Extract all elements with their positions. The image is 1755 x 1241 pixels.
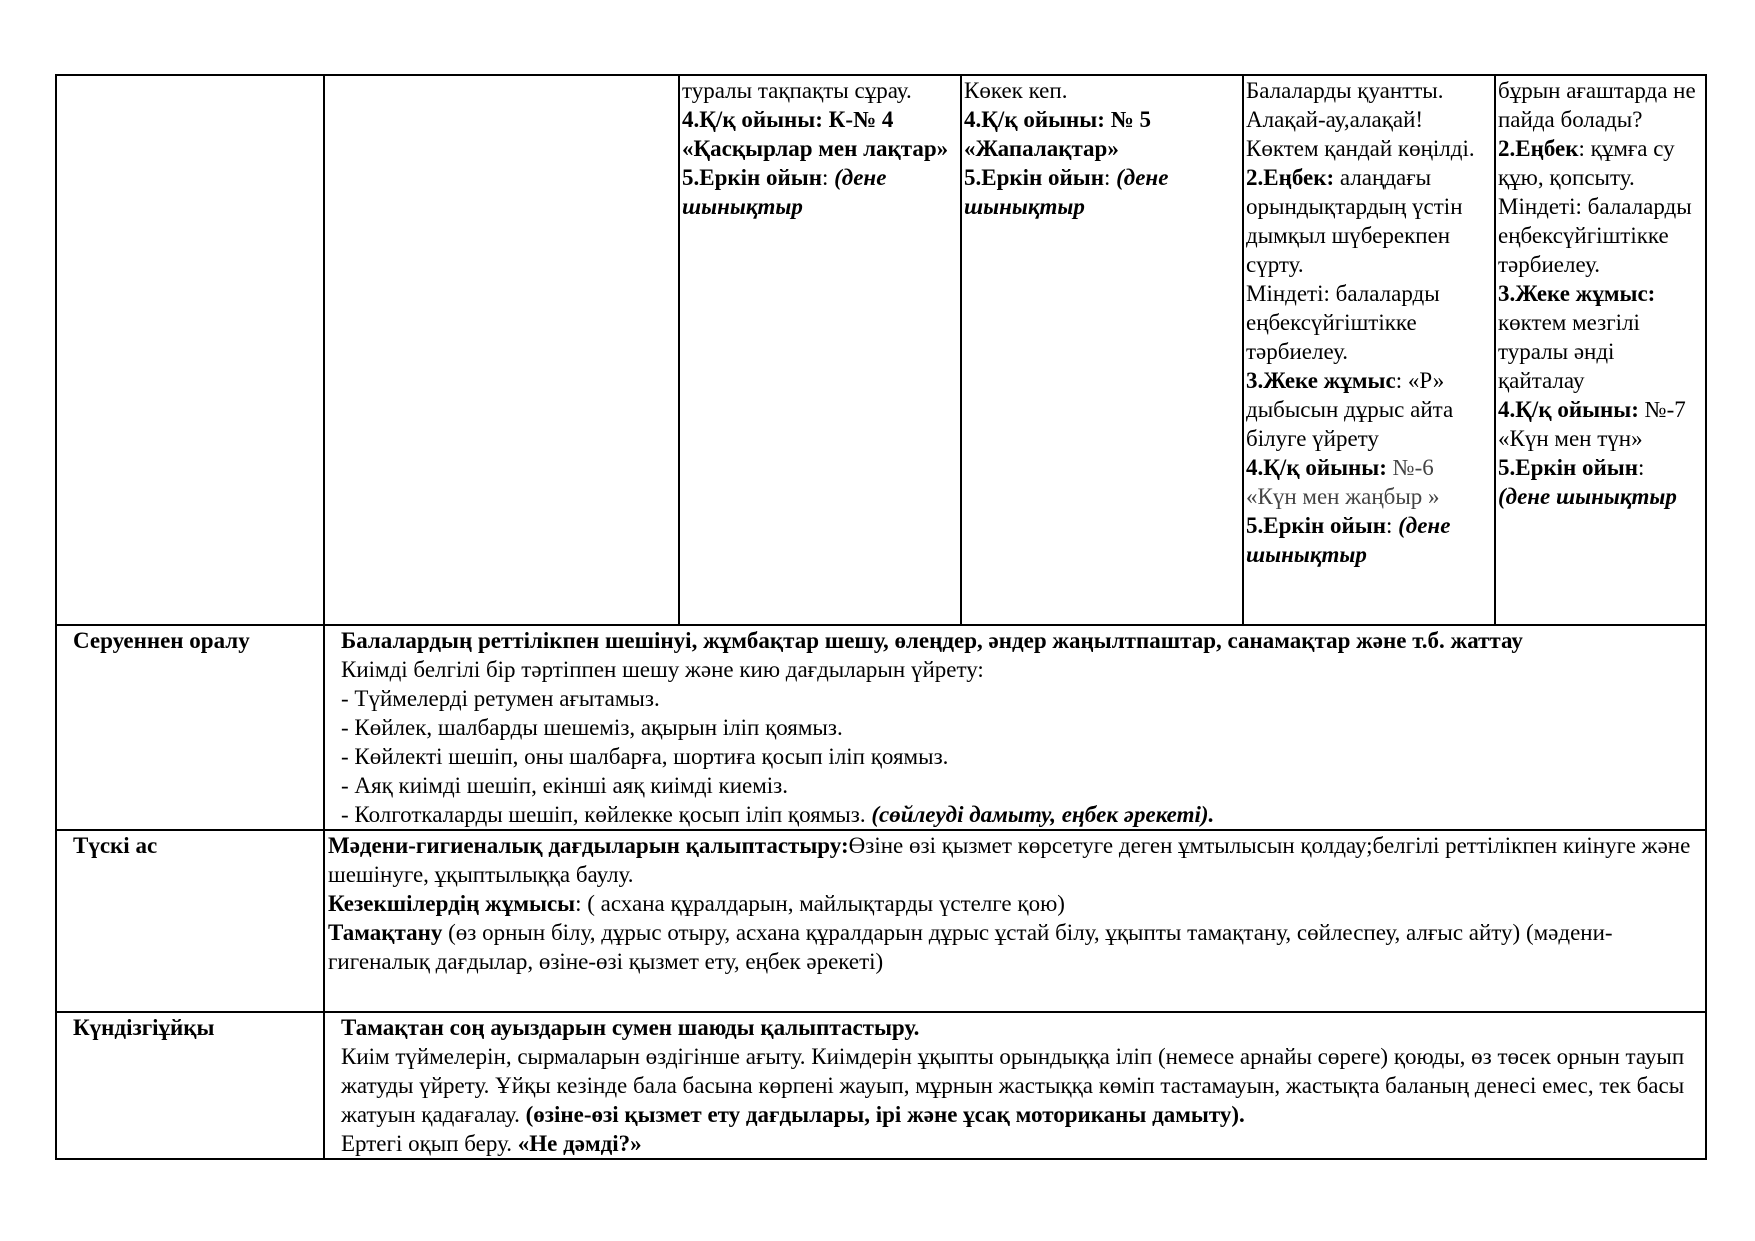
day5-game: 4.Қ/қ ойыны: №-6 (1246, 455, 1434, 480)
return-from-walk-row (56, 625, 1706, 830)
day6-game: 4.Қ/қ ойыны: №-7 (1498, 397, 1686, 422)
nap-row (56, 1012, 1706, 1159)
day5-game-name: «Күн мен жаңбыр » (1246, 484, 1440, 509)
walk-day5-cell (1243, 75, 1495, 625)
poem-line: Балаларды қуантты. (1246, 78, 1444, 103)
list-item: - Көйлекті шешіп, оны шалбарға, шортиға қосып іліп қоямыз. (341, 744, 949, 769)
development-note: (сөйлеуді дамыту, еңбек әрекеті). (871, 802, 1215, 827)
game-label: 4.Қ/қ ойыны: (682, 107, 823, 132)
day3-game (682, 105, 958, 134)
poem-line: Алақай-ау,алақай! (1246, 107, 1424, 132)
lunch-row (56, 830, 1706, 1012)
story-line: Ертегі оқып беру. «Не дәмді?» (341, 1131, 642, 1156)
day4-line: Көкек кеп. (964, 78, 1068, 103)
free-play-label: 5.Еркін ойын (682, 165, 822, 190)
hygiene-paragraph: Мәдени-гигиеналық дағдыларын қалыптастыру:Өзіне өзі қызмет көрсетуге деген ұмтылысын қолдау;белгілі реттілікпен киінуге және шешінуге, ұқыптылыққа баулу. (328, 833, 1691, 887)
day6-game-name: «Күн мен түн» (1498, 426, 1643, 451)
daily-plan-table (55, 74, 1707, 1160)
game-number: К-№ 4 (822, 107, 894, 132)
nap-content-cell (324, 1012, 1706, 1159)
day5-individual: 3.Жеке жұмыс: «Р» дыбысын дұрыс айта білуге үйрету (1246, 368, 1454, 451)
day5-free-play: 5.Еркін ойын: (дене шынықтыр (1246, 513, 1451, 567)
free-play-note: (дене шынықтыр (682, 165, 887, 219)
meal-paragraph: Тамақтану (өз орнын білу, дұрыс отыру, асхана құралдарын дұрыс ұстай білу, ұқыпты тамақтану, сөйлеспеу, алғыс айту) (мәдени-гигеналық дағдылар, өзіне-өзі қызмет ету, еңбек әрекеті) (328, 920, 1613, 974)
section-heading: Тамақтан соң ауыздарын сумен шаюды қалыптастыру. (341, 1015, 920, 1040)
development-note: (өзіне-өзі қызмет ету дағдылары, ірі және ұсақ моториканы дамыту). (525, 1102, 1245, 1127)
day4-free-play: 5.Еркін ойын: (дене шынықтыр (964, 165, 1169, 219)
nap-text: Киім түймелерін, сырмаларын өздігінше ағыту. Киімдерін ұқыпты орындыққа іліп (немесе арнайы сөреге) қоюды, өз төсек орнын тауып жатуды үйрету. Ұйқы кезінде бала басына көрпені жауып, мұрнын жастыққа көміп тастамауын, жастықта баланың денесі емес, тек басы жатуын қадағалау. (өзіне-өзі қызмет ету дағдылары, ірі және ұсақ моториканы дамыту). (341, 1044, 1685, 1127)
walk-day3-cell (679, 75, 961, 625)
walk-day6-cell (1495, 75, 1706, 625)
day6-work: 2.Еңбек: құмға су құю, қопсыту. (1498, 136, 1675, 190)
day4-game: 4.Қ/қ ойыны: № 5 (964, 107, 1152, 132)
poem-line: Көктем қандай көңілді. (1246, 136, 1475, 161)
day4-game-name: «Жапалақтар» (964, 136, 1119, 161)
row-label: Серуеннен оралу (56, 625, 324, 830)
lunch-content-cell (324, 830, 1706, 1012)
free-play-label: 5.Еркін ойын (964, 165, 1104, 190)
day3-game-name: «Қасқырлар мен лақтар» (682, 136, 949, 161)
day6-individual: 3.Жеке жұмыс: көктем мезгілі туралы әнді қайталау (1498, 281, 1656, 393)
row-label: Түскі ас (56, 830, 324, 1012)
list-item: - Колготкаларды шешіп, көйлекке қосып іліп қоямыз. (сөйлеуді дамыту, еңбек әрекеті). (341, 802, 1215, 827)
day3-free-play: 5.Еркін ойын: (дене шынықтыр (682, 165, 887, 219)
day6-free-play: 5.Еркін ойын: (1498, 455, 1645, 480)
day6-free-play-note: (дене шынықтыр (1498, 484, 1677, 509)
day5-task: Міндеті: балаларды еңбексүйгіштікке тәрбиелеу. (1246, 281, 1440, 364)
list-item: - Түймелерді ретумен ағытамыз. (341, 686, 660, 711)
walk-empty-cell (324, 75, 679, 625)
walk-day4-cell (961, 75, 1243, 625)
section-heading: Балалардың реттілікпен шешінуі, жұмбақтар шешу, өлеңдер, әндер жаңылтпаштар, санамақтар және т.б. жаттау (341, 628, 1523, 653)
day6-task: Міндеті: балаларды еңбексүйгіштікке тәрбиелеу. (1498, 194, 1692, 277)
walk-activities-row (56, 75, 1706, 625)
intro-text: Киімді белгілі бір тәртіппен шешу және кию дағдыларын үйрету: (341, 657, 984, 682)
walk-label-cell (56, 75, 324, 625)
day3-line: туралы тақпақты сұрау. (682, 78, 912, 103)
list-item: - Көйлек, шалбарды шешеміз, ақырын іліп қоямыз. (341, 715, 843, 740)
free-play-note: (дене шынықтыр (964, 165, 1169, 219)
duty-paragraph: Кезекшілердің жұмысы: ( асхана құралдарын, майлықтарды үстелге қою) (328, 891, 1065, 916)
row-label: Күндізгіұйқы (56, 1012, 324, 1159)
story-title: «Не дәмді?» (517, 1131, 642, 1156)
list-item: - Аяқ киімді шешіп, екінші аяқ киімді киеміз. (341, 773, 789, 798)
day6-line: бұрын ағаштарда не пайда болады? (1498, 78, 1696, 132)
day5-work: 2.Еңбек: алаңдағы орындықтардың үстін дымқыл шүберекпен сүрту. (1246, 165, 1463, 277)
return-content-cell (324, 625, 1706, 830)
